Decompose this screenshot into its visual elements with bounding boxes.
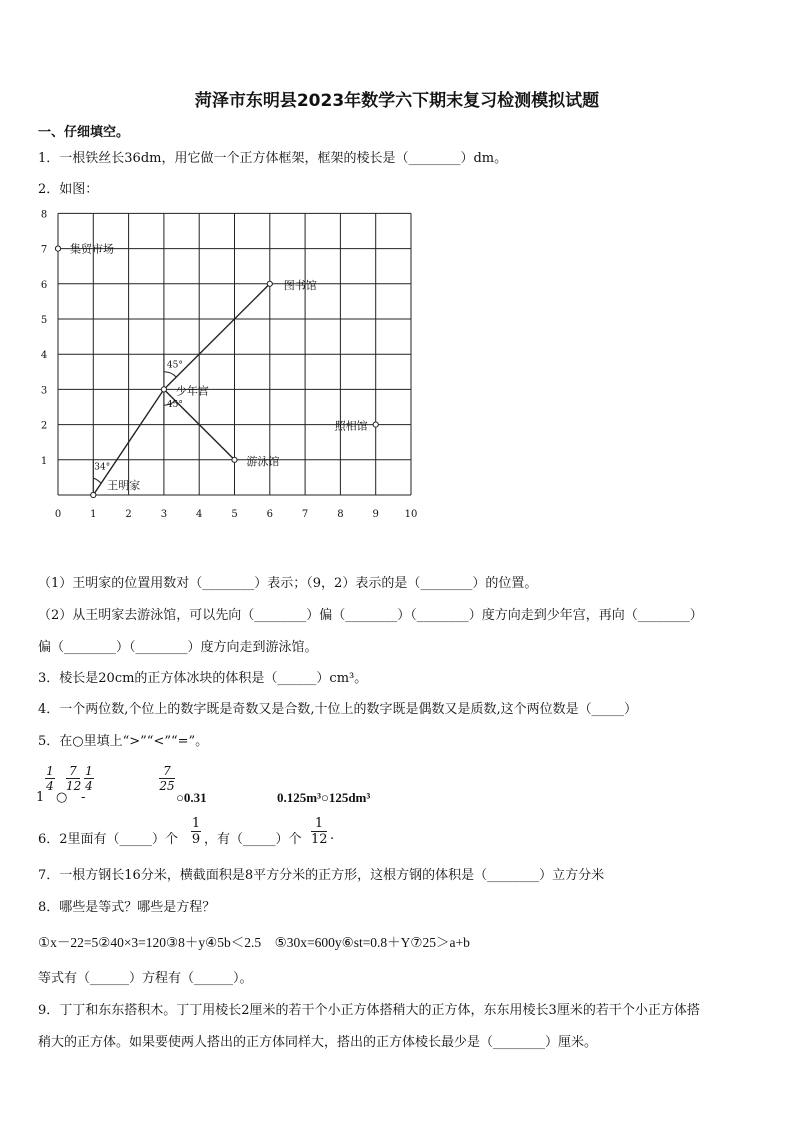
fraction: 1 12: [311, 816, 328, 847]
y-tick-label: 1: [40, 455, 48, 467]
angle-label: 45°: [166, 360, 183, 371]
minus-sign: -: [81, 790, 86, 805]
fraction: 7 12: [66, 764, 82, 793]
place-markers: [55, 242, 378, 498]
x-tick-label: 10: [404, 509, 418, 520]
angle-arc: [93, 478, 101, 483]
question-2-2-line1: （2）从王明家去游泳馆，可以先向（________）偏（________）（________）度方向走到少年宫，再向（________）: [38, 608, 703, 623]
y-tick-label: 6: [40, 279, 48, 291]
compare-circle: ○: [56, 790, 68, 805]
place-point: [267, 281, 272, 286]
question-9-line1: 9．丁丁和东东搭积木。丁丁用棱长2厘米的若干个小正方体搭稍大的正方体，东东用棱长3厘米的若干个小正方体搭: [38, 1003, 700, 1018]
y-tick-label: 5: [40, 315, 48, 326]
place-label: 图书馆: [283, 278, 317, 292]
fraction: 1 4: [85, 764, 93, 793]
question-1: 1．一根铁丝长36dm，用它做一个正方体框架，框架的棱长是（________）dm。: [38, 151, 508, 166]
place-point: [91, 492, 96, 497]
question-6-text-2: ，有（_____）个: [204, 832, 302, 847]
fraction: 7 25: [159, 764, 175, 793]
place-point: [373, 422, 378, 427]
y-tick-label: 7: [40, 244, 48, 256]
x-tick-label: 7: [301, 509, 309, 520]
period: .: [330, 828, 335, 843]
question-6-text: 6．2里面有（_____）个: [38, 832, 179, 847]
question-2-2-line2: 偏（________）（________）度方向走到游泳馆。: [38, 640, 318, 655]
y-tick-label: 3: [40, 385, 48, 397]
place-label: 照相馆: [334, 419, 368, 433]
y-tick-label: 8: [40, 209, 48, 221]
place-label: 集贸市场: [70, 242, 114, 256]
place-label: 少年宫: [175, 384, 209, 398]
question-3: 3．棱长是20cm的正方体冰块的体积是（______）cm³。: [38, 671, 368, 686]
whole-number: 1: [36, 790, 45, 805]
fraction: 1 4: [46, 764, 54, 793]
coordinate-grid-figure: [36, 205, 436, 525]
fraction: 1 9: [191, 816, 201, 847]
question-8-items: ①x－22=5②40×3=120③8＋y④5b＜2.5 ⑤30x=600y⑥st=0.8＋Y⑦25＞a+b: [38, 935, 470, 950]
page-title: 菏泽市东明县2023年数学六下期末复习检测模拟试题: [194, 91, 600, 111]
section-heading: 一、仔细填空。: [38, 125, 130, 140]
comparison-b: ○0.31: [176, 790, 207, 805]
place-point: [55, 246, 60, 251]
angle-arc: [164, 372, 176, 377]
angle-label: 45°: [166, 400, 183, 410]
question-9-line2: 稍大的正方体。如果要使两人搭出的正方体同样大，搭出的正方体棱长最少是（________）厘米。: [38, 1035, 598, 1050]
axis-ticks: [41, 209, 418, 520]
question-5: 5．在○里填上“>”“<”“=”。: [38, 734, 209, 749]
question-8-answer: 等式有（______）方程有（______）。: [38, 971, 253, 986]
place-point: [161, 387, 166, 392]
angle-label: 34°: [94, 462, 111, 473]
x-tick-label: 2: [125, 509, 132, 520]
x-tick-label: 0: [54, 509, 62, 520]
x-tick-label: 1: [90, 509, 97, 520]
question-7: 7．一根方钢长16分米，横截面积是8平方分米的正方形，这根方钢的体积是（________）立方分米: [38, 868, 605, 883]
x-tick-label: 5: [231, 509, 238, 520]
question-2-1: （1）王明家的位置用数对（________）表示；（9，2）表示的是（________）的位置。: [38, 576, 538, 591]
grid-lines: [58, 213, 411, 495]
x-tick-label: 3: [160, 509, 168, 520]
x-tick-label: 9: [372, 509, 379, 520]
question-4: 4．一个两位数,个位上的数字既是奇数又是合数,十位上的数字既是偶数又是质数,这个两位数是（_____）: [38, 702, 638, 717]
place-label: 王明家: [107, 479, 141, 492]
place-label: 游泳馆: [246, 454, 280, 468]
place-point: [232, 457, 237, 462]
question-8: 8．哪些是等式？哪些是方程？: [38, 900, 216, 915]
question-2: 2．如图：: [38, 182, 99, 197]
y-tick-label: 2: [40, 420, 48, 432]
x-tick-label: 6: [266, 509, 273, 520]
x-tick-label: 4: [196, 509, 203, 520]
comparison-c: 0.125m³○125dm³: [277, 790, 371, 805]
y-tick-label: 4: [40, 350, 48, 362]
x-tick-label: 8: [337, 509, 344, 520]
